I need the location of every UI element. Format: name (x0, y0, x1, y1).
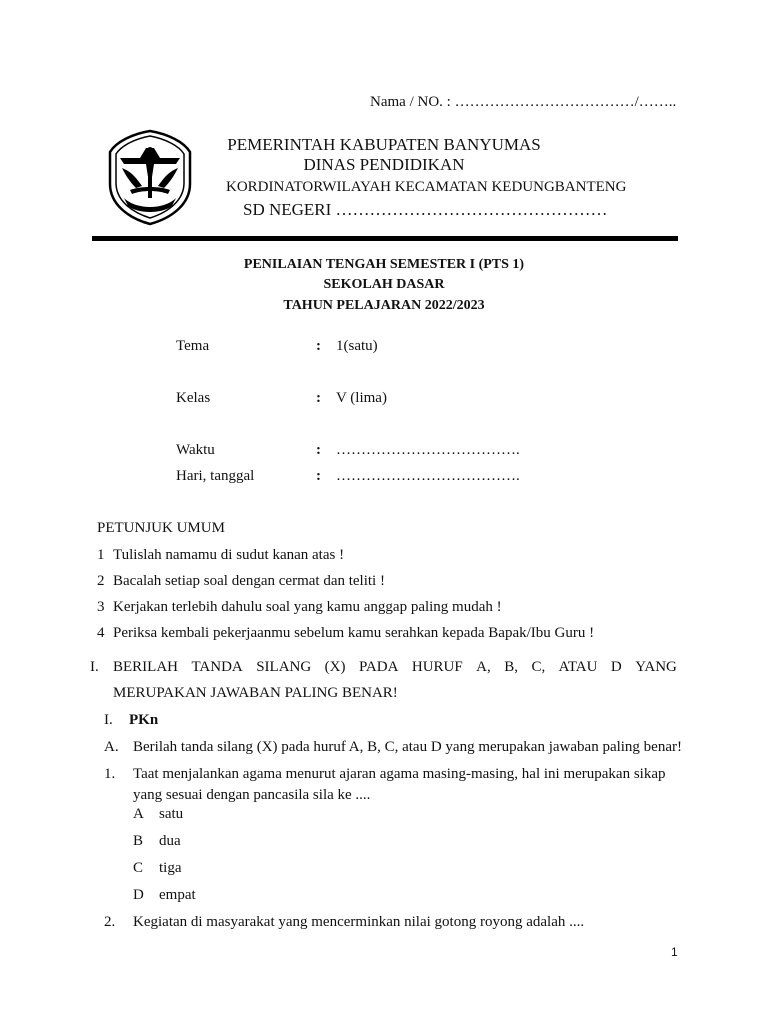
info-colon: : (316, 468, 321, 484)
info-colon: : (316, 338, 321, 354)
section-heading-line2: MERUPAKAN JAWABAN PALING BENAR! (113, 685, 398, 701)
subject-title: PKn (129, 712, 159, 728)
section-heading-word: TANDA (191, 659, 243, 675)
instruction-number: 4 (97, 625, 105, 641)
student-name-line: Nama / NO. : ………………………………/…….. (370, 94, 677, 110)
section-heading-word: (X) (324, 659, 346, 675)
instructions-heading: PETUNJUK UMUM (97, 520, 225, 536)
info-value-time: ………………………………. (336, 442, 520, 458)
section-heading-word: BERILAH (113, 659, 178, 675)
info-colon: : (316, 442, 321, 458)
header-divider (92, 236, 678, 241)
header-department: DINAS PENDIDIKAN (303, 155, 465, 174)
option-letter: A (133, 806, 144, 822)
part-instruction: Berilah tanda silang (X) pada huruf A, B, C, atau D yang merupakan jawaban paling benar! (133, 739, 682, 755)
option-letter: D (133, 887, 144, 903)
section-heading-word: B, (504, 659, 518, 675)
info-label-theme: Tema (176, 338, 210, 354)
question-text-line1: Kegiatan di masyarakat yang mencerminkan nilai gotong royong adalah .... (133, 914, 585, 930)
instruction-text: Tulislah namamu di sudut kanan atas ! (113, 547, 345, 563)
info-label-time: Waktu (176, 442, 215, 458)
option-letter: B (133, 833, 144, 849)
section-heading-word: ATAU (558, 659, 598, 675)
instruction-text: Periksa kembali pekerjaanmu sebelum kamu serahkan kepada Bapak/Ibu Guru ! (113, 625, 595, 641)
section-heading-line1 (113, 659, 677, 676)
info-label-date: Hari, tanggal (176, 468, 255, 484)
header-coordinator: KORDINATORWILAYAH KECAMATAN KEDUNGBANTENG (226, 179, 627, 195)
exam-academic-year: TAHUN PELAJARAN 2022/2023 (283, 298, 485, 313)
page-number: 1 (671, 945, 678, 959)
section-heading-word: PADA (358, 659, 399, 675)
info-colon: : (316, 390, 321, 406)
question-number: 1. (104, 766, 116, 782)
exam-title: PENILAIAN TENGAH SEMESTER I (PTS 1) (243, 257, 525, 272)
section-heading-word: C, (531, 659, 546, 675)
info-value-class: V (lima) (336, 390, 387, 406)
question-text-line2: yang sesuai dengan pancasila sila ke .... (133, 787, 371, 803)
option-text: satu (159, 806, 184, 822)
subject-number: I. (104, 712, 113, 728)
part-letter: A. (104, 739, 119, 755)
info-label-class: Kelas (176, 390, 211, 406)
option-text: empat (159, 887, 196, 903)
section-heading-word: YANG (635, 659, 677, 675)
instruction-text: Bacalah setiap soal dengan cermat dan teliti ! (113, 573, 385, 589)
section-number: I. (90, 659, 99, 675)
exam-school-level: SEKOLAH DASAR (323, 277, 445, 292)
info-value-theme: 1(satu) (336, 338, 378, 354)
instruction-number: 1 (97, 547, 105, 563)
option-text: tiga (159, 860, 182, 876)
section-heading-word: D (610, 659, 622, 675)
instruction-text: Kerjakan terlebih dahulu soal yang kamu anggap paling mudah ! (113, 599, 502, 615)
header-government: PEMERINTAH KABUPATEN BANYUMAS (227, 135, 541, 154)
section-heading-word: SILANG (256, 659, 312, 675)
section-heading-word: HURUF (411, 659, 463, 675)
info-value-date: ………………………………. (336, 468, 520, 484)
instruction-number: 3 (97, 599, 105, 615)
question-text-line1: Taat menjalankan agama menurut ajaran agama masing-masing, hal ini merupakan sikap (133, 766, 666, 782)
header-school-name: SD NEGERI ………………………………………… (243, 200, 608, 219)
question-number: 2. (104, 914, 116, 930)
instruction-number: 2 (97, 573, 105, 589)
section-heading-word: A, (476, 659, 491, 675)
option-text: dua (159, 833, 181, 849)
option-letter: C (133, 860, 144, 876)
